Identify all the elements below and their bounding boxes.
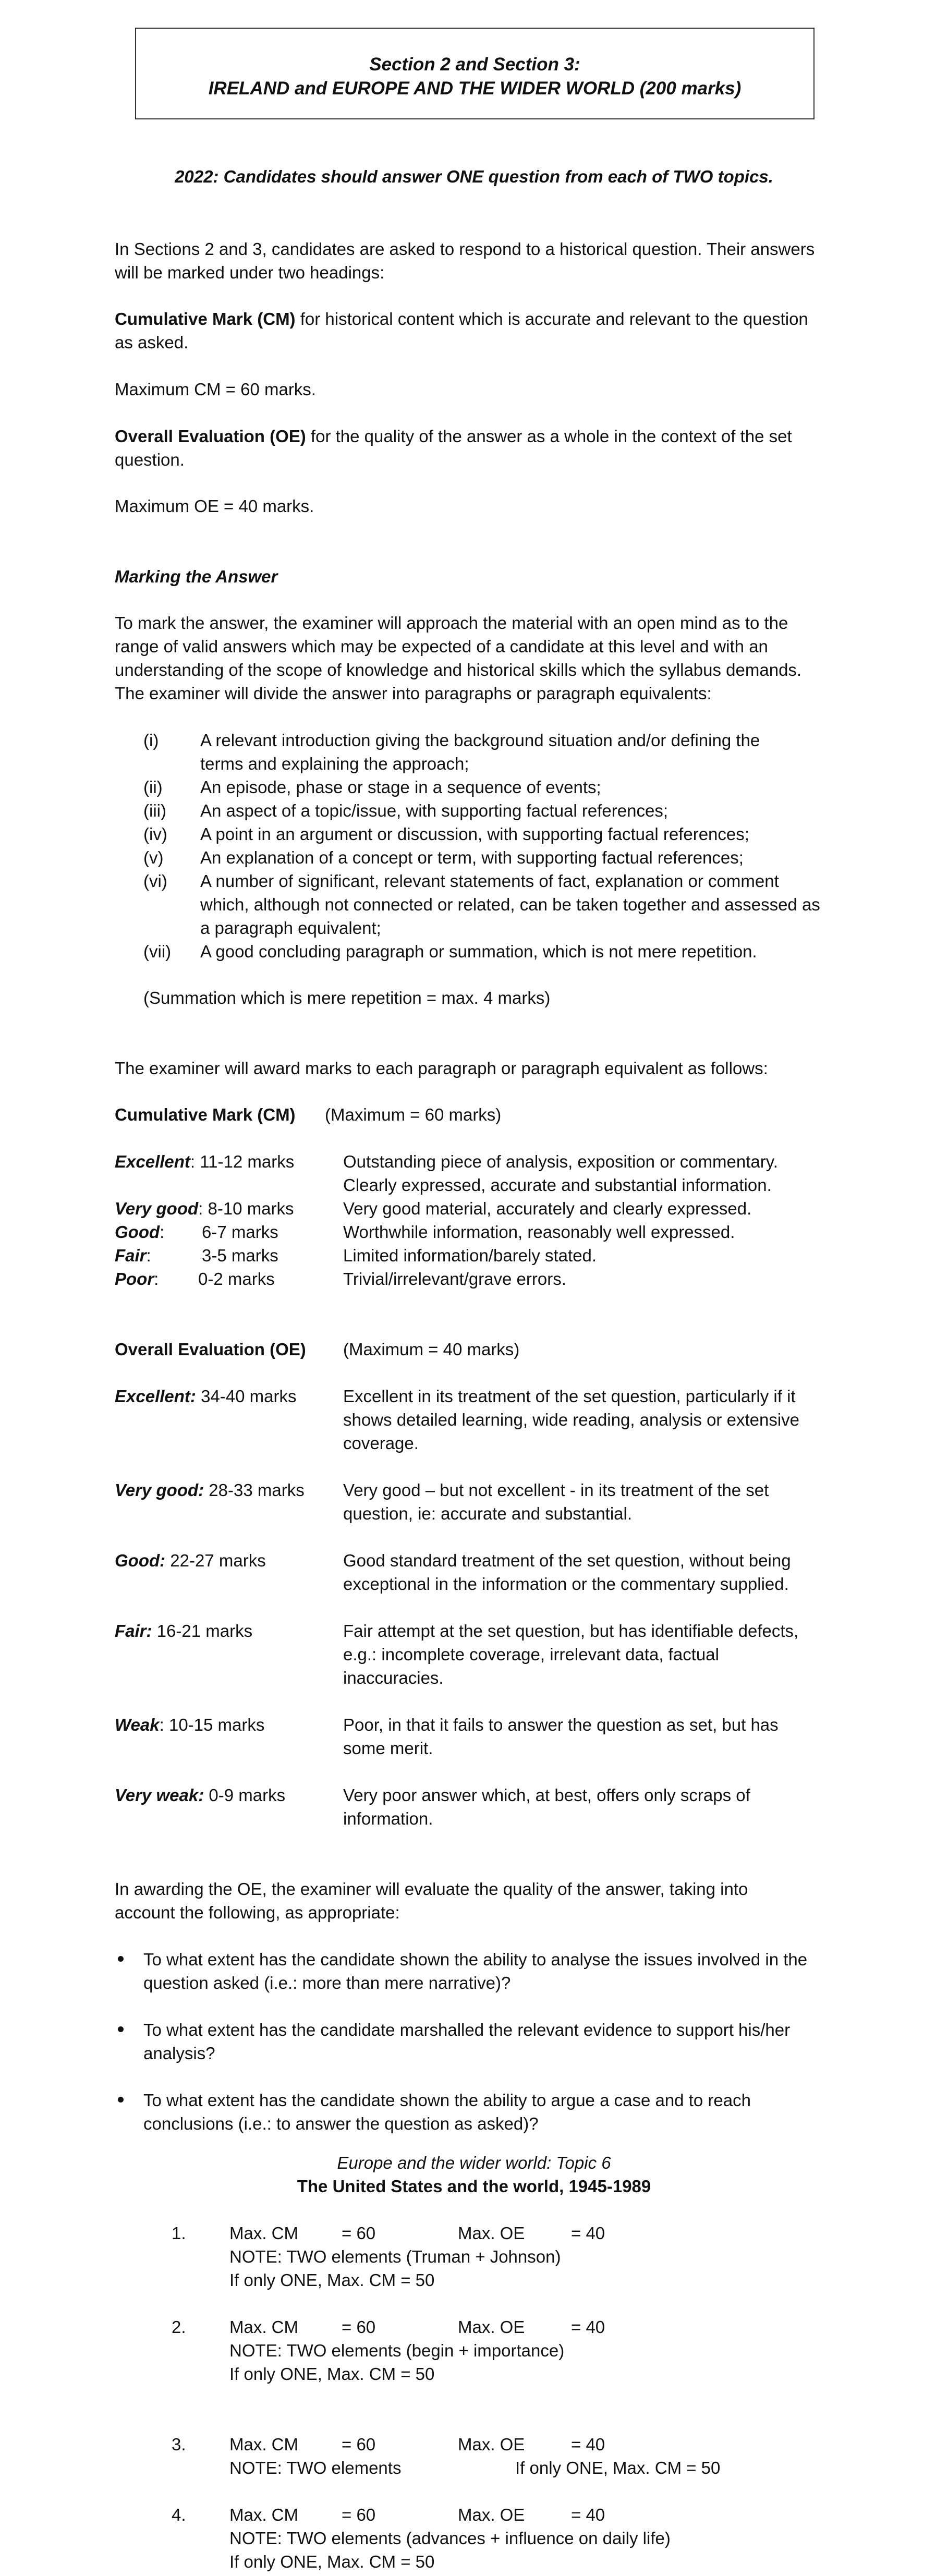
oe-grade xyxy=(115,1384,296,1408)
oe-grade-desc: Excellent in its treatment of the set question, particularly if it xyxy=(343,1387,796,1406)
bullet-icon xyxy=(118,2026,124,2032)
cm-good-range: 6-7 marks xyxy=(202,1222,278,1242)
list-item-text: A relevant introduction giving the background situation and/or defining the xyxy=(200,731,760,750)
question-extra: If only ONE, Max. CM = 50 xyxy=(229,2364,435,2384)
cm-definition-2: as asked. xyxy=(115,333,189,352)
max-cm-value: = 60 xyxy=(342,2317,376,2337)
marking-para-line-3: understanding of the scope of knowledge and historical skills which the syllabus demands. xyxy=(115,660,802,679)
list-item-text: An explanation of a concept or term, with supporting factual references; xyxy=(200,848,744,867)
max-oe-label: Max. OE xyxy=(458,2435,525,2454)
grade-marks: 0-9 marks xyxy=(204,1785,286,1805)
cm-verygood-desc: Very good material, accurately and clearly expressed. xyxy=(343,1199,752,1218)
list-item-text: A number of significant, relevant statements of fact, explanation or comment xyxy=(200,871,779,891)
oe-text: for the quality of the answer as a whole in the context of the set xyxy=(306,427,792,446)
oe-grade-desc: Poor, in that it fails to answer the question as set, but has xyxy=(343,1715,779,1734)
bullet-icon xyxy=(118,1956,124,1962)
max-cm-label: Max. CM xyxy=(229,2505,298,2524)
cm-good-grade xyxy=(115,1220,164,1244)
oe-scale-max: (Maximum = 40 marks) xyxy=(343,1340,520,1359)
oe-grade-desc: e.g.: incomplete coverage, irrelevant data, factual xyxy=(343,1645,719,1664)
intro-line-2: will be marked under two headings: xyxy=(115,263,385,282)
grade-marks: 22-27 marks xyxy=(165,1551,266,1570)
cm-scale-max: (Maximum = 60 marks) xyxy=(325,1105,502,1124)
max-cm-value: = 60 xyxy=(342,2505,376,2524)
oe-label: Overall Evaluation (OE) xyxy=(115,427,306,446)
award-intro: The examiner will award marks to each paragraph or paragraph equivalent as follows: xyxy=(115,1059,768,1078)
cm-poor-grade xyxy=(115,1267,159,1291)
list-item-text: An aspect of a topic/issue, with supporting factual references; xyxy=(200,801,668,820)
list-item-text: which, although not connected or related, can be taken together and assessed as xyxy=(200,895,820,914)
grade-colon: : xyxy=(160,1222,165,1242)
grade-label: Fair xyxy=(115,1246,147,1265)
cm-text: for historical content which is accurate and relevant to the question xyxy=(295,309,808,329)
max-oe-value: = 40 xyxy=(571,2505,605,2524)
max-oe-value: = 40 xyxy=(571,2317,605,2337)
question-number: 1. xyxy=(172,2223,186,2243)
list-item-text: A point in an argument or discussion, with supporting factual references; xyxy=(200,824,749,844)
list-item-number: (i) xyxy=(143,731,159,750)
oe-grade-desc: Good standard treatment of the set question, without being xyxy=(343,1551,791,1570)
grade-label: Excellent xyxy=(115,1152,190,1171)
grade-label: Very weak: xyxy=(115,1785,204,1805)
grade-label: Poor xyxy=(115,1269,154,1289)
question-number: 3. xyxy=(172,2435,186,2454)
bullet-icon xyxy=(118,2097,124,2103)
question-note: NOTE: TWO elements (Truman + Johnson) xyxy=(229,2247,561,2266)
cm-excellent-desc-2: Clearly expressed, accurate and substantial information. xyxy=(343,1175,772,1195)
list-item-text: terms and explaining the approach; xyxy=(200,754,469,773)
bullet-text: To what extent has the candidate marshalled the relevant evidence to support his/her xyxy=(143,2020,791,2039)
cm-fair-desc: Limited information/barely stated. xyxy=(343,1246,597,1265)
grade-marks: : 8-10 marks xyxy=(198,1199,294,1218)
cm-verygood-grade xyxy=(115,1197,294,1220)
bullet-text: conclusions (i.e.: to answer the question as asked)? xyxy=(143,2114,539,2133)
grade-label: Good: xyxy=(115,1551,166,1570)
question-note: NOTE: TWO elements xyxy=(229,2458,402,2477)
marking-para-line-1: To mark the answer, the examiner will approach the material with an open mind as to the xyxy=(115,613,788,633)
max-cm-value: = 60 xyxy=(342,2223,376,2243)
oe-awarding-line-2: account the following, as appropriate: xyxy=(115,1903,400,1922)
oe-grade-desc: shows detailed learning, wide reading, analysis or extensive xyxy=(343,1410,799,1429)
list-item-text: An episode, phase or stage in a sequence of events; xyxy=(200,777,601,797)
list-item-number: (iii) xyxy=(143,801,166,820)
topic-title: The United States and the world, 1945-1989 xyxy=(297,2177,651,2196)
section-title-box xyxy=(135,28,815,119)
oe-grade-desc: question, ie: accurate and substantial. xyxy=(343,1504,633,1523)
grade-label: Weak xyxy=(115,1715,160,1734)
max-oe-value: = 40 xyxy=(571,2223,605,2243)
max-cm-label: Max. CM xyxy=(229,2317,298,2337)
oe-grade-desc: some merit. xyxy=(343,1739,433,1758)
max-oe-label: Max. OE xyxy=(458,2317,525,2337)
oe-grade xyxy=(115,1478,305,1502)
oe-grade xyxy=(115,1619,252,1643)
max-cm-label: Max. CM xyxy=(229,2435,298,2454)
list-item-number: (ii) xyxy=(143,777,163,797)
oe-grade-desc: Very poor answer which, at best, offers only scraps of xyxy=(343,1785,750,1805)
bullet-text: question asked (i.e.: more than mere narrative)? xyxy=(143,1973,511,1992)
cm-good-desc: Worthwhile information, reasonably well expressed. xyxy=(343,1222,735,1242)
marking-para-line-4: The examiner will divide the answer into paragraphs or paragraph equivalents: xyxy=(115,684,712,703)
cm-maximum: Maximum CM = 60 marks. xyxy=(115,380,316,399)
oe-grade-desc: Fair attempt at the set question, but has identifiable defects, xyxy=(343,1621,799,1641)
max-oe-value: = 40 xyxy=(571,2435,605,2454)
oe-scale-heading: Overall Evaluation (OE) xyxy=(115,1340,306,1359)
grade-label: Good xyxy=(115,1222,160,1242)
list-item-number: (iv) xyxy=(143,824,167,844)
oe-grade-desc: exceptional in the information or the commentary supplied. xyxy=(343,1574,789,1594)
cm-definition xyxy=(115,307,808,331)
marking-heading: Marking the Answer xyxy=(115,567,278,586)
oe-grade xyxy=(115,1783,285,1807)
summation-note: (Summation which is mere repetition = max. 4 marks) xyxy=(143,988,551,1007)
grade-colon: : xyxy=(146,1246,151,1265)
marking-para-line-2: range of valid answers which may be expected of a candidate at this level and with an xyxy=(115,637,768,656)
section-title-line-2: IRELAND and EUROPE AND THE WIDER WORLD (200 marks) xyxy=(208,78,742,99)
grade-colon: : xyxy=(154,1269,159,1289)
list-item-number: (v) xyxy=(143,848,164,867)
section-title-line-1: Section 2 and Section 3: xyxy=(369,54,580,75)
list-item-number: (vii) xyxy=(143,942,172,961)
question-note: NOTE: TWO elements (advances + influence on daily life) xyxy=(229,2529,671,2548)
oe-definition-2: question. xyxy=(115,450,185,469)
instruction: 2022: Candidates should answer ONE question from each of TWO topics. xyxy=(175,167,773,186)
oe-grade-desc: coverage. xyxy=(343,1433,419,1453)
oe-awarding-line-1: In awarding the OE, the examiner will evaluate the quality of the answer, taking into xyxy=(115,1879,748,1899)
oe-grade-desc: inaccuracies. xyxy=(343,1668,444,1687)
question-extra: If only ONE, Max. CM = 50 xyxy=(229,2270,435,2290)
oe-maximum: Maximum OE = 40 marks. xyxy=(115,496,314,516)
grade-label: Fair: xyxy=(115,1621,152,1641)
question-number: 4. xyxy=(172,2505,186,2524)
cm-poor-range: 0-2 marks xyxy=(198,1269,275,1289)
question-number: 2. xyxy=(172,2317,186,2337)
question-extra: If only ONE, Max. CM = 50 xyxy=(515,2458,721,2477)
list-item-text: a paragraph equivalent; xyxy=(200,918,381,938)
bullet-text: To what extent has the candidate shown the ability to argue a case and to reach xyxy=(143,2091,751,2110)
list-item-number: (vi) xyxy=(143,871,167,891)
cm-label: Cumulative Mark (CM) xyxy=(115,309,296,329)
question-extra: If only ONE, Max. CM = 50 xyxy=(229,2552,435,2571)
max-oe-label: Max. OE xyxy=(458,2505,525,2524)
oe-definition xyxy=(115,424,792,448)
oe-grade xyxy=(115,1549,266,1572)
max-cm-value: = 60 xyxy=(342,2435,376,2454)
cm-excellent-desc: Outstanding piece of analysis, exposition or commentary. xyxy=(343,1152,778,1171)
cm-scale-heading: Cumulative Mark (CM) xyxy=(115,1105,296,1124)
grade-label: Excellent: xyxy=(115,1387,196,1406)
cm-fair-range: 3-5 marks xyxy=(202,1246,278,1265)
intro-line-1: In Sections 2 and 3, candidates are asked to respond to a historical question. Their answers xyxy=(115,239,815,259)
list-item-text: A good concluding paragraph or summation, which is not mere repetition. xyxy=(200,942,757,961)
grade-label: Very good: xyxy=(115,1480,204,1500)
max-oe-label: Max. OE xyxy=(458,2223,525,2243)
oe-grade xyxy=(115,1713,264,1736)
bullet-text: To what extent has the candidate shown the ability to analyse the issues involved in the xyxy=(143,1950,808,1969)
grade-marks: 34-40 marks xyxy=(196,1387,297,1406)
max-cm-label: Max. CM xyxy=(229,2223,298,2243)
grade-marks: : 10-15 marks xyxy=(159,1715,265,1734)
grade-marks: 28-33 marks xyxy=(204,1480,305,1500)
grade-marks: 16-21 marks xyxy=(152,1621,253,1641)
grade-marks: : 11-12 marks xyxy=(190,1152,295,1171)
cm-excellent-grade xyxy=(115,1150,294,1173)
oe-grade-desc: information. xyxy=(343,1809,433,1828)
question-note: NOTE: TWO elements (begin + importance) xyxy=(229,2341,565,2360)
cm-poor-desc: Trivial/irrelevant/grave errors. xyxy=(343,1269,566,1289)
topic-subtitle: Europe and the wider world: Topic 6 xyxy=(337,2153,611,2172)
oe-grade-desc: Very good – but not excellent - in its treatment of the set xyxy=(343,1480,769,1500)
bullet-text: analysis? xyxy=(143,2044,215,2063)
cm-fair-grade xyxy=(115,1244,151,1267)
grade-label: Very good xyxy=(115,1199,199,1218)
